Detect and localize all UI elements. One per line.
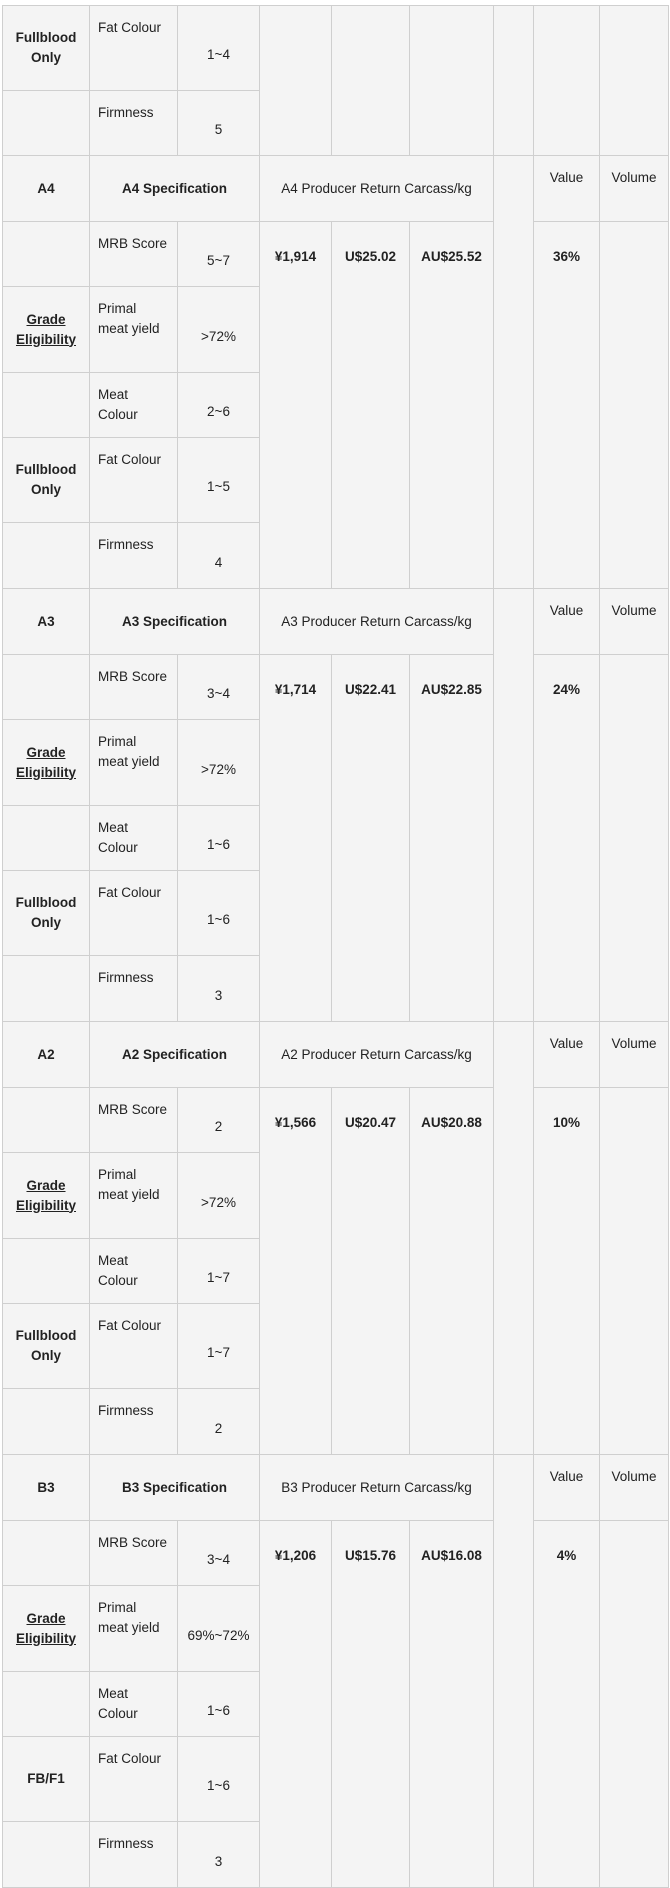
spec-label: Fat Colour [90, 1737, 178, 1822]
group-cell: FB/F1 [3, 1737, 90, 1822]
group-cell [3, 655, 90, 720]
spec-label: Fat Colour [90, 6, 178, 91]
table-row [3, 222, 669, 287]
price-aud: AU$16.08 [410, 1521, 494, 1888]
value-percent: 10% [534, 1088, 600, 1455]
value-header: Value [534, 156, 600, 222]
volume-header: Volume [600, 1455, 669, 1521]
value-percent: 24% [534, 655, 600, 1022]
spec-value: 4 [178, 523, 260, 589]
value-cell [534, 6, 600, 156]
value-header: Value [534, 1455, 600, 1521]
price-yen: ¥1,914 [260, 222, 332, 589]
spacer-cell [494, 6, 534, 156]
spec-value: 1~6 [178, 1737, 260, 1822]
price-yen: ¥1,206 [260, 1521, 332, 1888]
spacer-cell [494, 589, 534, 1022]
table-row [3, 1022, 669, 1088]
volume-header: Volume [600, 1022, 669, 1088]
price-aud: AU$25.52 [410, 222, 494, 589]
group-cell [3, 1521, 90, 1586]
group-cell: Fullblood Only [3, 1304, 90, 1389]
group-cell [3, 523, 90, 589]
spec-value: 3~4 [178, 655, 260, 720]
spec-heading: B3 Specification [90, 1455, 260, 1521]
spec-label: Firmness [90, 1822, 178, 1888]
group-cell: Fullblood Only [3, 871, 90, 956]
spec-label: Firmness [90, 956, 178, 1022]
spec-value: 3 [178, 956, 260, 1022]
grade-eligibility-link[interactable]: Grade Eligibility [15, 1177, 76, 1213]
spacer-cell [494, 1022, 534, 1455]
grade-eligibility-link[interactable]: Grade Eligibility [15, 311, 76, 347]
spec-label: MRB Score [90, 1088, 178, 1153]
volume-header: Volume [600, 589, 669, 655]
spec-label: MRB Score [90, 655, 178, 720]
spec-value: 3~4 [178, 1521, 260, 1586]
spec-value: >72% [178, 720, 260, 806]
spec-value: 1~5 [178, 438, 260, 523]
spec-label: MRB Score [90, 222, 178, 287]
spec-heading: A3 Specification [90, 589, 260, 655]
spec-label: Meat Colour [90, 806, 178, 871]
group-cell: Fullblood Only [3, 6, 90, 91]
group-cell [3, 720, 90, 806]
producer-return-heading: B3 Producer Return Carcass/kg [260, 1455, 494, 1521]
grade-eligibility-link[interactable]: Grade Eligibility [15, 1610, 76, 1646]
group-cell [3, 1088, 90, 1153]
spec-value: 2 [178, 1088, 260, 1153]
volume-cell [600, 1088, 669, 1455]
grade-heading: A2 [3, 1022, 90, 1088]
volume-cell [600, 655, 669, 1022]
spec-value: >72% [178, 287, 260, 373]
spec-label: Firmness [90, 1389, 178, 1455]
spec-value: 3 [178, 1822, 260, 1888]
spec-label: Fat Colour [90, 871, 178, 956]
spacer-cell [494, 1455, 534, 1888]
spec-value: 5~7 [178, 222, 260, 287]
table-row [3, 1088, 669, 1153]
group-cell [3, 1822, 90, 1888]
spec-value: 1~6 [178, 871, 260, 956]
grade-heading: A4 [3, 156, 90, 222]
grade-eligibility-link[interactable]: Grade Eligibility [15, 744, 76, 780]
group-cell [3, 1586, 90, 1672]
value-header: Value [534, 589, 600, 655]
volume-header: Volume [600, 156, 669, 222]
spec-label: Firmness [90, 523, 178, 589]
spec-value: 2 [178, 1389, 260, 1455]
group-cell [3, 806, 90, 871]
volume-cell [600, 1521, 669, 1888]
group-cell: Fullblood Only [3, 438, 90, 523]
group-cell [3, 1389, 90, 1455]
price-aud: AU$22.85 [410, 655, 494, 1022]
price-aud: AU$20.88 [410, 1088, 494, 1455]
spec-value: 69%~72% [178, 1586, 260, 1672]
price-usd: U$22.41 [332, 655, 410, 1022]
spec-value: >72% [178, 1153, 260, 1239]
spec-label: Primal meat yield [90, 720, 178, 806]
producer-return-heading: A3 Producer Return Carcass/kg [260, 589, 494, 655]
table-row [3, 156, 669, 222]
spec-label: Primal meat yield [90, 1586, 178, 1672]
table-row [3, 6, 669, 91]
group-cell [3, 956, 90, 1022]
spec-label: Meat Colour [90, 1672, 178, 1737]
producer-return-heading: A4 Producer Return Carcass/kg [260, 156, 494, 222]
spec-heading: A4 Specification [90, 156, 260, 222]
group-cell [3, 287, 90, 373]
table-row [3, 655, 669, 720]
group-cell [3, 1153, 90, 1239]
value-percent: 4% [534, 1521, 600, 1888]
value-percent: 36% [534, 222, 600, 589]
group-cell [3, 1672, 90, 1737]
spacer-cell [494, 156, 534, 589]
spec-label: Meat Colour [90, 1239, 178, 1304]
aud-cell [410, 6, 494, 156]
spec-value: 2~6 [178, 373, 260, 438]
spec-label: Fat Colour [90, 1304, 178, 1389]
volume-cell [600, 222, 669, 589]
group-cell [3, 91, 90, 156]
spec-label: Primal meat yield [90, 1153, 178, 1239]
table-row [3, 1521, 669, 1586]
table-row [3, 589, 669, 655]
grade-heading: B3 [3, 1455, 90, 1521]
spec-label: Meat Colour [90, 373, 178, 438]
spec-value: 1~6 [178, 1672, 260, 1737]
spec-value: 1~7 [178, 1239, 260, 1304]
spec-value: 1~6 [178, 806, 260, 871]
table-row [3, 1455, 669, 1521]
producer-return-heading: A2 Producer Return Carcass/kg [260, 1022, 494, 1088]
yen-cell [260, 6, 332, 156]
usd-cell [332, 6, 410, 156]
price-usd: U$15.76 [332, 1521, 410, 1888]
price-usd: U$20.47 [332, 1088, 410, 1455]
spec-label: Primal meat yield [90, 287, 178, 373]
spec-value: 1~4 [178, 6, 260, 91]
value-header: Value [534, 1022, 600, 1088]
group-cell [3, 1239, 90, 1304]
spec-heading: A2 Specification [90, 1022, 260, 1088]
price-usd: U$25.02 [332, 222, 410, 589]
price-yen: ¥1,714 [260, 655, 332, 1022]
group-cell [3, 222, 90, 287]
spec-label: Fat Colour [90, 438, 178, 523]
grade-specification-table [2, 5, 669, 1888]
group-cell [3, 373, 90, 438]
spec-value: 5 [178, 91, 260, 156]
spec-value: 1~7 [178, 1304, 260, 1389]
spec-label: Firmness [90, 91, 178, 156]
grade-heading: A3 [3, 589, 90, 655]
price-yen: ¥1,566 [260, 1088, 332, 1455]
spec-label: MRB Score [90, 1521, 178, 1586]
volume-cell [600, 6, 669, 156]
